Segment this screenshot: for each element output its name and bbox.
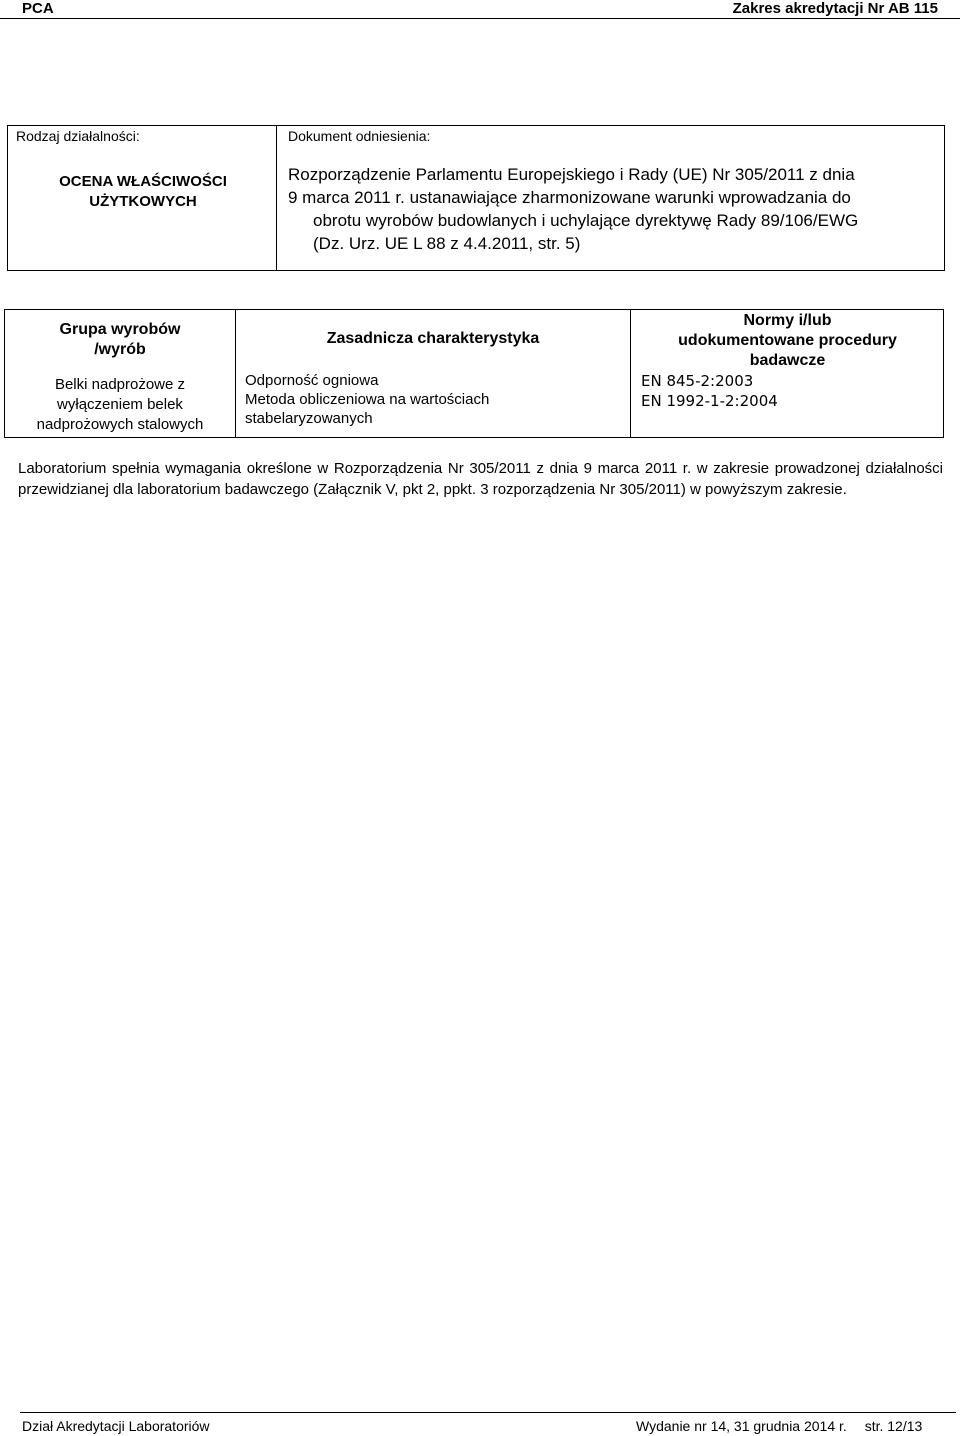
- cell-line: wyłączeniem belek: [57, 396, 183, 413]
- reference-line: obrotu wyrobów budowlanych i uchylające dyrektywę Rady 89/106/EWG: [313, 211, 859, 230]
- standard-item: EN 845-2:2003: [641, 372, 754, 390]
- header-line: Normy i/lub: [743, 312, 832, 329]
- footer-edition-info: [636, 1418, 922, 1434]
- cell-line: stabelaryzowanych: [245, 410, 373, 427]
- header-rule: [0, 18, 960, 19]
- characteristic-value: [245, 371, 489, 428]
- cell-line: Belki nadprożowe z: [54, 376, 186, 393]
- characteristic-header: Zasadnicza charakterystyka: [326, 330, 540, 347]
- reference-line: Rozporządzenie Parlamentu Europejskiego i Rady (UE) Nr 305/2011 z dnia: [288, 165, 855, 184]
- activity-value-line: OCENA WŁAŚCIWOŚCI: [59, 173, 227, 190]
- reference-document: [288, 163, 936, 255]
- activity-value-line: UŻYTKOWYCH: [89, 193, 197, 210]
- header-title: Zakres akredytacji Nr AB 115: [732, 0, 938, 17]
- activity-value: [16, 172, 270, 212]
- header-line: Grupa wyrobów: [59, 321, 181, 338]
- header-line: badawcze: [749, 352, 826, 369]
- header-line: udokumentowane procedury: [678, 332, 897, 349]
- footer-department: Dział Akredytacji Laboratoriów: [22, 1418, 210, 1434]
- footer-edition: Wydanie nr 14, 31 grudnia 2014 r.: [636, 1418, 847, 1434]
- activity-label: Rodzaj działalności:: [16, 128, 140, 144]
- product-group-value: [5, 375, 235, 435]
- product-group-header: [5, 320, 235, 360]
- compliance-statement: Laboratorium spełnia wymagania określone w Rozporządzenia Nr 305/2011 z dnia 9 marca 2011 r. w zakresie prowadzonej działalności przewidzianej dla laboratorium badawczego (Załącznik V, pkt 2, ppkt. 3 rozporządzenia Nr 305/2011) w powyższym zakresie.: [18, 460, 943, 498]
- header-org: PCA: [22, 0, 54, 17]
- info-box: [7, 125, 945, 271]
- scope-table: [4, 309, 944, 438]
- page-header: [0, 0, 960, 18]
- reference-label: Dokument odniesienia:: [288, 128, 431, 144]
- footer-page-number: str. 12/13: [864, 1418, 923, 1434]
- cell-line: Odporność ogniowa: [245, 372, 379, 389]
- cell-line: nadprożowych stalowych: [36, 416, 204, 433]
- reference-line: (Dz. Urz. UE L 88 z 4.4.2011, str. 5): [313, 234, 581, 253]
- standards-header: [631, 311, 944, 371]
- cell-line: Metoda obliczeniowa na wartościach: [245, 391, 490, 408]
- header-line: /wyrób: [94, 341, 146, 358]
- reference-line: 9 marca 2011 r. ustanawiające zharmonizowane warunki wprowadzania do: [288, 188, 851, 207]
- standard-item: EN 1992-1-2:2004: [641, 392, 778, 410]
- footer-rule: [20, 1412, 956, 1413]
- info-box-divider: [276, 126, 277, 270]
- standards-value: [641, 371, 778, 411]
